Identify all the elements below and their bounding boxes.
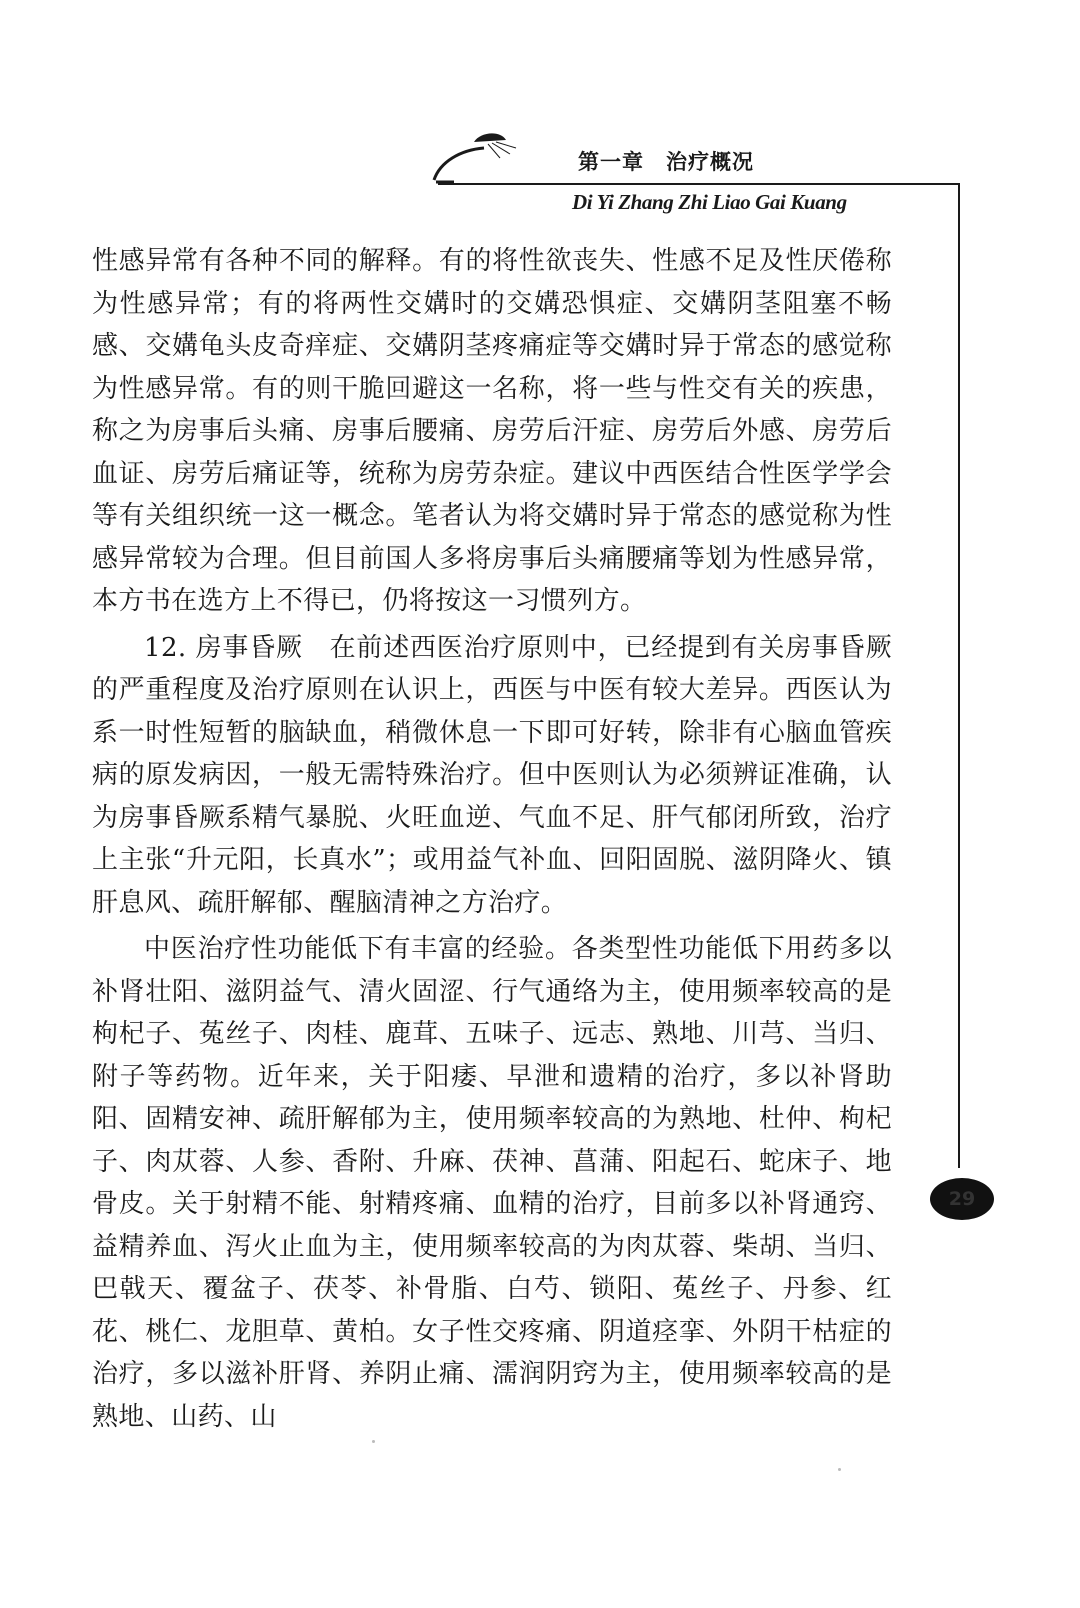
margin-rule bbox=[958, 183, 960, 1168]
header-rule bbox=[438, 183, 958, 185]
paragraph: 12. 房事昏厥 在前述西医治疗原则中，已经提到有关房事昏厥的严重程度及治疗原则在认识上，西医与中医有较大差异。西医认为系一时性短暂的脑缺血，稍微休息一下即可好转，除非有心脑血管疾病的原发病因，一般无需特殊治疗。但中医则认为必须辨证准确，认为房事昏厥系精气暴脱、火旺血逆、气血不足、肝气郁闭所致，治疗上主张“升元阳，长真水”；或用益气补血、回阳固脱、滋阴降火、镇肝息风、疏肝解郁、醒脑清神之方治疗。 bbox=[92, 632, 892, 918]
chapter-pinyin: Di Yi Zhang Zhi Liao Gai Kuang bbox=[572, 190, 847, 214]
print-speck bbox=[838, 1468, 841, 1471]
page-number: 29 bbox=[948, 1188, 976, 1210]
page-number-badge bbox=[930, 1178, 994, 1220]
print-speck bbox=[372, 1440, 375, 1443]
chapter-title: 第一章 治疗概况 bbox=[578, 150, 754, 174]
body-text bbox=[92, 240, 892, 1438]
lamp-icon bbox=[430, 128, 540, 184]
paragraph: 中医治疗性功能低下有丰富的经验。各类型性功能低下用药多以补肾壮阳、滋阴益气、清火固涩、行气通络为主，使用频率较高的是枸杞子、菟丝子、肉桂、鹿茸、五味子、远志、熟地、川芎、当归、附子等药物。近年来，关于阳痿、早泄和遗精的治疗，多以补肾助阳、固精安神、疏肝解郁为主，使用频率较高的为熟地、杜仲、枸杞子、肉苁蓉、人参、香附、升麻、茯神、菖蒲、阳起石、蛇床子、地骨皮。关于射精不能、射精疼痛、血精的治疗，目前多以补肾通窍、益精养血、泻火止血为主，使用频率较高的为肉苁蓉、柴胡、当归、巴戟天、覆盆子、茯苓、补骨脂、白芍、锁阳、菟丝子、丹参、红花、桃仁、龙胆草、黄柏。女子性交疼痛、阴道痉挛、外阴干枯症的治疗，多以滋补肝肾、养阴止痛、濡润阴窍为主，使用频率较高的是熟地、山药、山 bbox=[92, 934, 892, 1432]
paragraph: 性感异常有各种不同的解释。有的将性欲丧失、性感不足及性厌倦称为性感异常；有的将两性交媾时的交媾恐惧症、交媾阴茎阻塞不畅感、交媾龟头皮奇痒症、交媾阴茎疼痛症等交媾时异于常态的感觉称为性感异常。有的则干脆回避这一名称，将一些与性交有关的疾患，称之为房事后头痛、房事后腰痛、房劳后汗症、房劳后外感、房劳后血证、房劳后痛证等，统称为房劳杂症。建议中西医结合性医学学会等有关组织统一这一概念。笔者认为将交媾时异于常态的感觉称为性感异常较为合理。但目前国人多将房事后头痛腰痛等划为性感异常，本方书在选方上不得已，仍将按这一习惯列方。 bbox=[92, 246, 892, 616]
page-header bbox=[0, 0, 1080, 220]
